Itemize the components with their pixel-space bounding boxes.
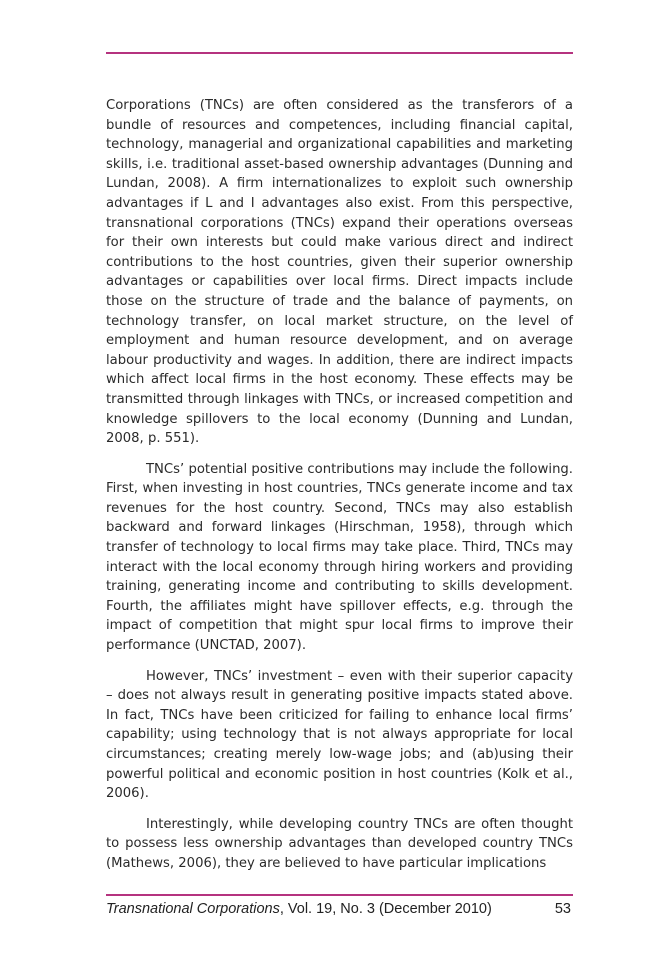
page-number: 53 (554, 901, 571, 917)
header-rule (106, 52, 573, 54)
paragraph-4: Interestingly, while developing country TNCs are often thought to possess less ownership advantages than developed country TNCs (Mathews, 2006), they are believed to have particular implications (106, 816, 573, 871)
paragraph-1: Corporations (TNCs) are often considered as the transferors of a bundle of resources and competences, including financial capital, technology, managerial and organizational capabilities and marketing skills, i.e. traditional asset-based ownership advantages (Dunning and Lundan, 2008). A firm internationalizes to exploit such ownership advantages if L and I advantages also exist. From this perspective, transnational corporations (TNCs) expand their operations overseas for their own interests but could make various direct and indirect contributions to the host countries, given their superior ownership advantages or capabilities over local firms. Direct impacts include those on the structure of trade and the balance of payments, on technology transfer, on local market structure, on the level of employment and human resource development, and on average labour productivity and wages. In addition, there are indirect impacts which affect local firms in the host economy. These effects may be transmitted through linkages with TNCs, or increased competition and knowledge spillovers to the local economy (Dunning and Lundan, 2008, p. 551). (106, 98, 573, 447)
paragraph-3: However, TNCs’ investment – even with their superior capacity – does not always result in generating positive impacts stated above. In fact, TNCs have been criticized for failing to enhance local firms’ capability; using technology that is not always appropriate for local circumstances; creating merely low-wage jobs; and (ab)using their powerful political and economic position in host countries (Kolk et al., 2006). (106, 668, 573, 802)
page-footer (106, 901, 573, 917)
journal-issue: , Vol. 19, No. 3 (December 2010) (279, 901, 492, 917)
footer-citation (106, 901, 492, 917)
paragraph-2: TNCs’ potential positive contributions may include the following. First, when investing in host countries, TNCs generate income and tax revenues for the host country. Second, TNCs may also establish backward and forward linkages (Hirschman, 1958), through which transfer of technology to local firms may take place. Third, TNCs may interact with the local economy through hiring workers and providing training, generating income and contributing to skills development. Fourth, the affiliates might have spillover effects, e.g. through the impact of competition that might spur local firms to improve their performance (UNCTAD, 2007). (106, 461, 573, 654)
footer-rule (106, 894, 573, 896)
journal-title: Transnational Corporations (106, 901, 280, 917)
body-text (106, 96, 573, 885)
